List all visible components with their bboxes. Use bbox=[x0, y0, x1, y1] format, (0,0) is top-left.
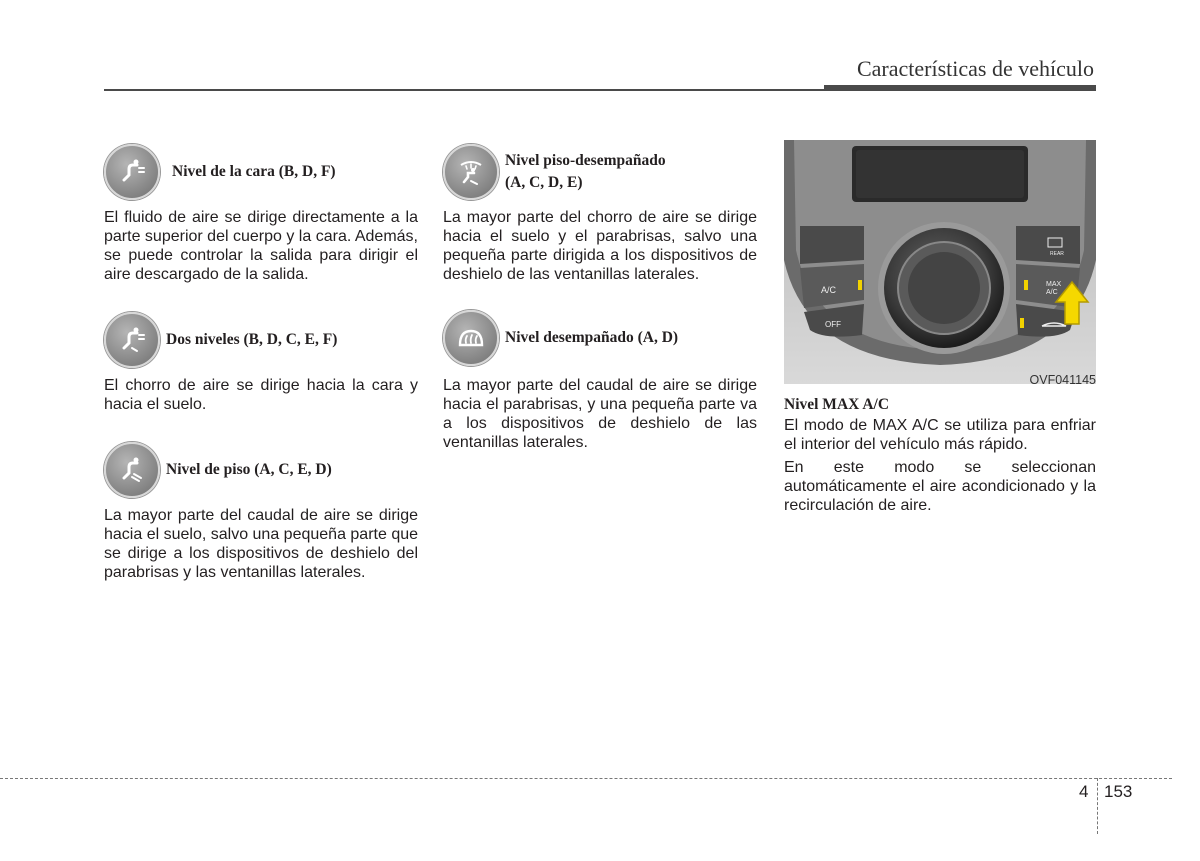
defrost-icon bbox=[443, 310, 499, 366]
rear-defrost-label: REAR bbox=[1050, 251, 1064, 257]
climate-control-photo bbox=[784, 140, 1096, 384]
mode-bilevel-heading bbox=[104, 312, 418, 368]
header-rule-accent bbox=[824, 85, 1096, 91]
footer-rule bbox=[0, 778, 1172, 779]
face-vent-icon bbox=[104, 144, 160, 200]
mode-defrost-title: Nivel desempañado (A, D) bbox=[505, 329, 679, 346]
off-button-label: OFF bbox=[825, 320, 841, 329]
ac-button-label: A/C bbox=[821, 285, 837, 295]
mode-defrost-text: La mayor parte del caudal de aire se dirige hacia el parabrisas, y una pequeña parte va a los dispositivos de deshielo de las ventanillas laterales. bbox=[443, 377, 757, 451]
mode-bilevel-title: Dos niveles (B, D, C, E, F) bbox=[166, 331, 338, 348]
mode-floor-defrost-title: Nivel piso-desempañado bbox=[505, 152, 666, 169]
mode-floor-defrost-subtitle: (A, C, D, E) bbox=[505, 174, 583, 191]
max-ac-label-line2: A/C bbox=[1046, 289, 1058, 296]
footer-divider bbox=[1097, 778, 1098, 834]
header-rule bbox=[104, 89, 824, 91]
max-ac-label-line1: MAX bbox=[1046, 281, 1062, 288]
floor-defrost-icon bbox=[443, 144, 499, 200]
mode-defrost-heading bbox=[443, 310, 757, 366]
mode-floor-defrost-text: La mayor parte del chorro de aire se dirige hacia el suelo y el parabrisas, salvo una pequeña parte dirigida a los dispositivos de deshielo de las ventanillas laterales. bbox=[443, 209, 757, 283]
mode-floor-heading bbox=[104, 442, 418, 498]
mode-floor-text: La mayor parte del caudal de aire se dirige hacia el suelo, salvo una pequeña parte que se dirige a los dispositivos de deshielo del parabrisas y las ventanillas laterales. bbox=[104, 507, 419, 581]
right-column bbox=[784, 394, 1096, 515]
mode-floor-defrost-heading bbox=[443, 140, 757, 200]
chapter-number: 4 bbox=[1079, 782, 1089, 801]
photo-code: OVF041145 bbox=[1029, 373, 1096, 387]
middle-column bbox=[443, 140, 757, 452]
mode-face-heading bbox=[104, 144, 418, 200]
page-header-title: Características de vehículo bbox=[856, 56, 1094, 81]
mode-floor-title: Nivel de piso (A, C, E, D) bbox=[166, 461, 332, 478]
mode-face-text: El fluido de aire se dirige directamente a la parte superior del cuerpo y la cara. Además, se puede controlar la salida para dirigir el aire descargado de la salida. bbox=[104, 209, 418, 283]
floor-vent-icon bbox=[104, 442, 160, 498]
mode-face-title: Nivel de la cara (B, D, F) bbox=[172, 163, 336, 180]
max-ac-title: Nivel MAX A/C bbox=[784, 396, 890, 413]
max-ac-text-1: El modo de MAX A/C se utiliza para enfriar el interior del vehículo más rápido. bbox=[784, 417, 1096, 453]
left-column bbox=[104, 144, 418, 582]
mode-floor-defrost-title-block bbox=[505, 150, 666, 194]
max-ac-text-2: En este modo se seleccionan automáticamente el aire acondicionado y la recirculación de aire. bbox=[784, 459, 1096, 514]
mode-bilevel-text: El chorro de aire se dirige hacia la cara y hacia el suelo. bbox=[104, 377, 418, 413]
page-number: 153 bbox=[1104, 782, 1133, 801]
bi-level-vent-icon bbox=[104, 312, 160, 368]
climate-panel-illustration bbox=[784, 140, 1096, 384]
